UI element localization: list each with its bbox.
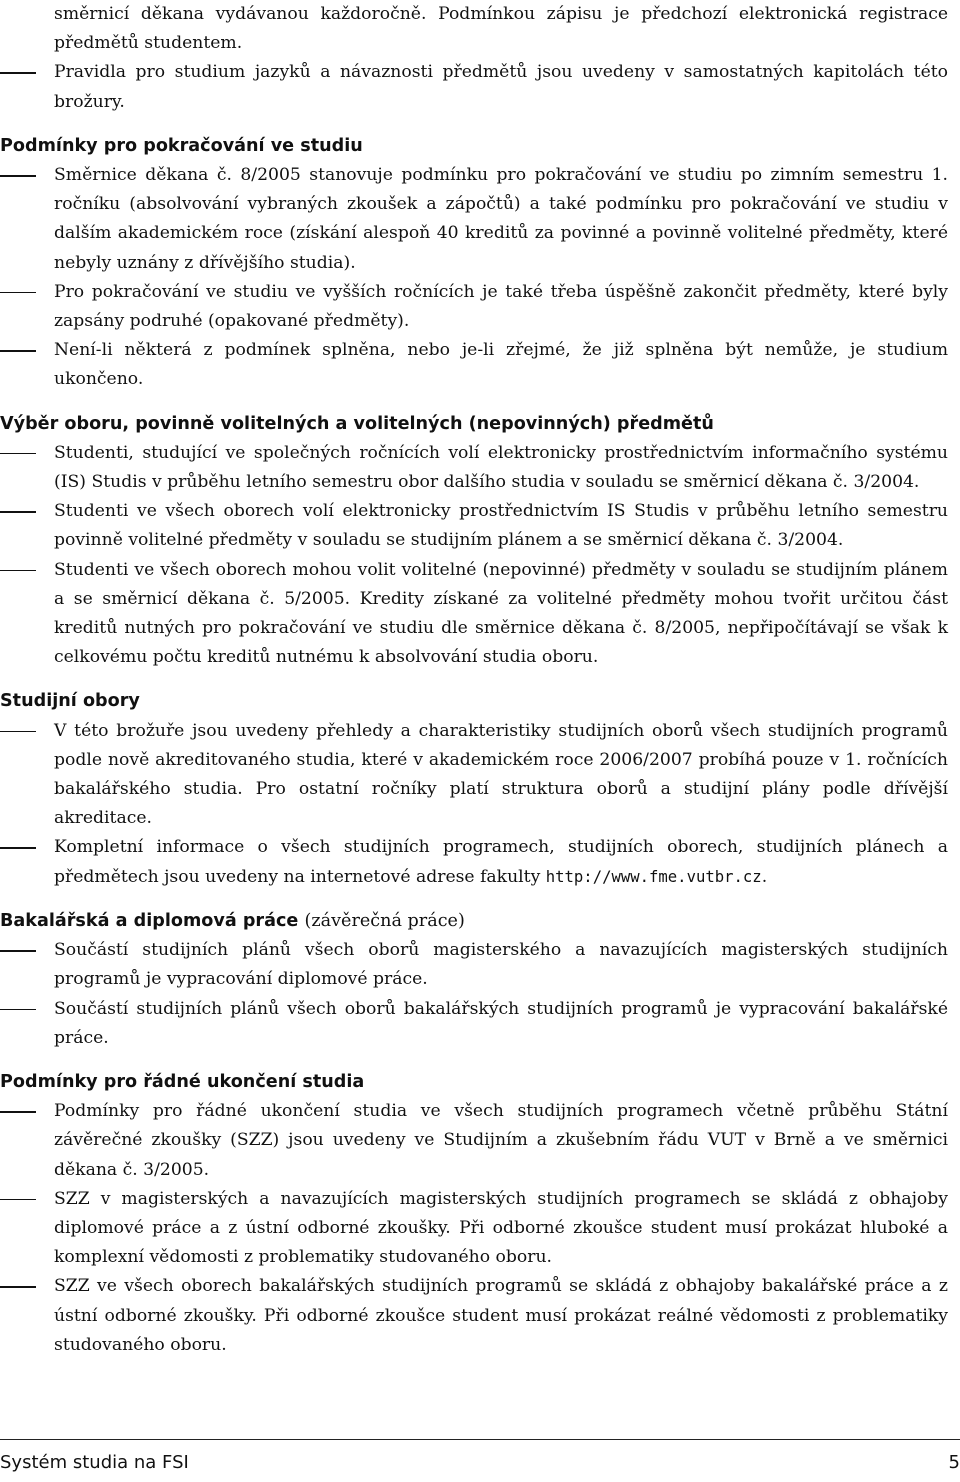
section-heading-completion: Podmínky pro řádné ukončení studia [0, 1071, 365, 1092]
list-item: SZZ ve všech oborech bakalářských studijních programů se skládá z obhajoby bakalářské práce a z ústní odborné zkoušky. Při odborné zkoušce student musí prokázat reálné vědomosti z problematiky studovaného oboru. [0, 1272, 948, 1360]
section-heading-thesis [0, 907, 948, 936]
list-item: Směrnice děkana č. 8/2005 stanovuje podmínku pro pokračování ve studiu po zimním semestru 1. ročníku (absolvování vybraných zkoušek a zápočtů) a také podmínku pro pokračování ve studiu v dalším akademickém roce (získání alespoň 40 kreditů za povinné a povinně volitelné předměty, které nebyly uznány z dřívějšího studia). [0, 161, 948, 278]
footer-title: Systém studia na FSI [0, 1452, 189, 1473]
thesis-title: Bakalářská a diplomová práce [0, 910, 299, 931]
list-item: Není-li některá z podmínek splněna, nebo je-li zřejmé, že již splněna být nemůže, je studium ukončeno. [0, 336, 948, 394]
list-item: SZZ v magisterských a navazujících magisterských studijních programech se skládá z obhajoby diplomové práce a z ústní odborné zkoušky. Při odborné zkoušce student musí prokázat hluboké a komplexní vědomosti z problematiky studovaného oboru. [0, 1185, 948, 1273]
link-item-text: Kompletní informace o všech studijních programech, studijních oborech, studijních plánech a předmětech jsou uvedeny na internetové adrese fakulty [54, 837, 948, 887]
completion-list [0, 1097, 948, 1360]
section-heading-continuation: Podmínky pro pokračování ve studiu [0, 135, 363, 156]
page-footer [0, 1439, 960, 1482]
thesis-title-suffix: (závěrečná práce) [304, 910, 465, 931]
list-item: Pravidla pro studium jazyků a návaznosti předmětů jsou uvedeny v samostatných kapitolách této brožury. [0, 58, 948, 116]
programs-list [0, 717, 948, 892]
list-item: Studenti ve všech oborech volí elektronicky prostřednictvím IS Studis v průběhu letního semestru povinně volitelné předměty v souladu se studijním plánem a se směrnicí děkana č. 3/2004. [0, 497, 948, 555]
list-item: Součástí studijních plánů všech oborů bakalářských studijních programů je vypracování bakalářské práce. [0, 995, 948, 1053]
page-number: 5 [948, 1452, 960, 1473]
faculty-url-link[interactable]: http://www.fme.vutbr.cz [545, 867, 762, 886]
section-heading-programs: Studijní obory [0, 691, 140, 712]
list-item: V této brožuře jsou uvedeny přehledy a charakteristiky studijních oborů všech studijních programů podle nově akreditovaného studia, které v akademickém roce 2006/2007 probíhá pouze v 1. ročnících bakalářského studia. Pro ostatní ročníky platí struktura oborů a studijní plány podle dřívější akreditace. [0, 717, 948, 834]
section-heading-selection: Výběr oboru, povinně volitelných a volitelných (nepovinných) předmětů [0, 413, 714, 434]
link-item-suffix: . [761, 866, 768, 887]
list-item: Studenti, studující ve společných ročnících volí elektronicky prostřednictvím informačního systému (IS) Studis v průběhu letního semestru obor dalšího studia v souladu se směrnicí děkana č. 3/2004. [0, 439, 948, 497]
list-item: Podmínky pro řádné ukončení studia ve všech studijních programech včetně průběhu Státní závěrečné zkoušky (SZZ) jsou uvedeny ve Studijním a zkušebním řádu VUT v Brně a ve směrnici děkana č. 3/2005. [0, 1097, 948, 1185]
continuation-list [0, 161, 948, 395]
list-item: Součástí studijních plánů všech oborů magisterského a navazujících magisterských studijních programů je vypracování diplomové práce. [0, 936, 948, 994]
thesis-list [0, 936, 948, 1053]
list-item: Pro pokračování ve studiu ve vyšších ročnících je také třeba úspěšně zakončit předměty, které byly zapsány podruhé (opakované předměty). [0, 278, 948, 336]
intro-continuation: směrnicí děkana vydávanou každoročně. Podmínkou zápisu je předchozí elektronická registrace předmětů studentem. [54, 4, 948, 54]
list-item: Studenti ve všech oborech mohou volit volitelné (nepovinné) předměty v souladu se studijním plánem a se směrnicí děkana č. 5/2005. Kredity získané za volitelné předměty mohou tvořit určitou část kreditů nutných pro pokračování ve studiu dle směrnice děkana č. 8/2005, nepřipočítávají se však k celkovému počtu kreditů nutnému k absolvování studia oboru. [0, 556, 948, 673]
intro-list [0, 58, 948, 116]
list-item-link [0, 833, 948, 891]
selection-list [0, 439, 948, 673]
